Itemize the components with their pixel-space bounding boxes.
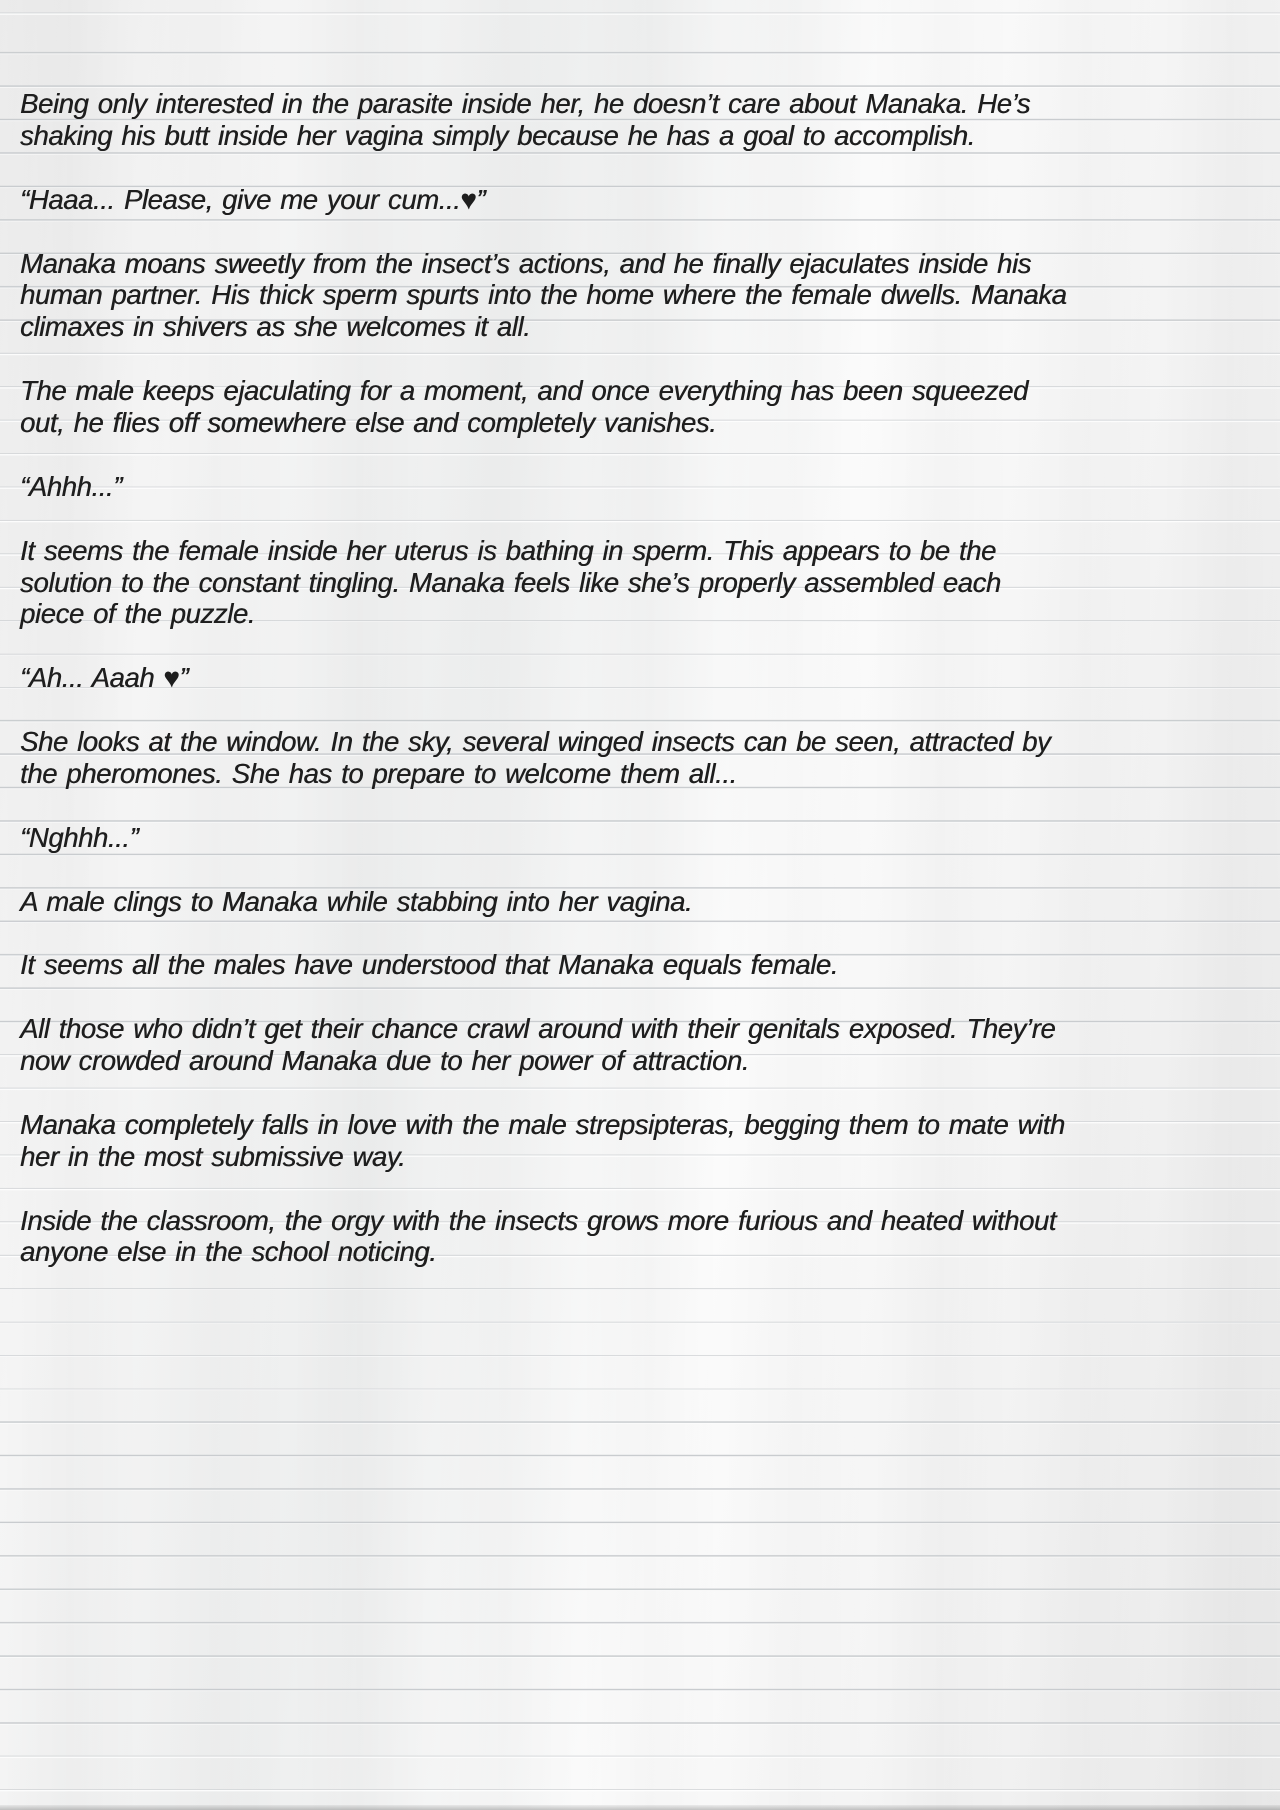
paragraph: It seems the female inside her uterus is bathing in sperm. This appears to be the solution to the constant tingling. Manaka feels like she’s properly assembled each piece of the puzzle. xyxy=(20,534,1001,630)
paragraph: The male keeps ejaculating for a moment, and once everything has been squeezed out, he flies off somewhere else and completely vanishes. xyxy=(20,375,1028,439)
paragraph: A male clings to Manaka while stabbing into her vagina. xyxy=(20,885,693,917)
paragraph: Manaka moans sweetly from the insect’s actions, and he finally ejaculates inside his human partner. His thick sperm spurts into the home where the female dwells. Manaka climaxes in shivers as she welcomes it all. xyxy=(20,247,1067,343)
paragraph: Being only interested in the parasite inside her, he doesn’t care about Manaka. He’s shaking his butt inside her vagina simply because he has a goal to accomplish. xyxy=(20,88,1031,151)
paragraph: All those who didn’t get their chance crawl around with their genitals exposed. They’re now crowded around Manaka due to her power of attraction. xyxy=(20,1013,1056,1077)
paragraph: “Ahhh...” xyxy=(20,470,122,502)
paragraph: It seems all the males have understood that Manaka equals female. xyxy=(20,949,838,981)
paragraph: “Ah... Aaah ♥” xyxy=(20,662,189,694)
paragraph: Manaka completely falls in love with the male strepsipteras, begging them to mate with her in the most submissive way. xyxy=(20,1108,1065,1172)
paragraph: “Nghhh...” xyxy=(20,821,139,853)
paragraph: “Haaa... Please, give me your cum...♥” xyxy=(20,183,486,215)
paragraph: She looks at the window. In the sky, several winged insects can be seen, attracted by the pheromones. She has to prepare to welcome them all... xyxy=(20,726,1051,789)
paragraph: Inside the classroom, the orgy with the insects grows more furious and heated without anyone else in the school noticing. xyxy=(20,1204,1057,1268)
